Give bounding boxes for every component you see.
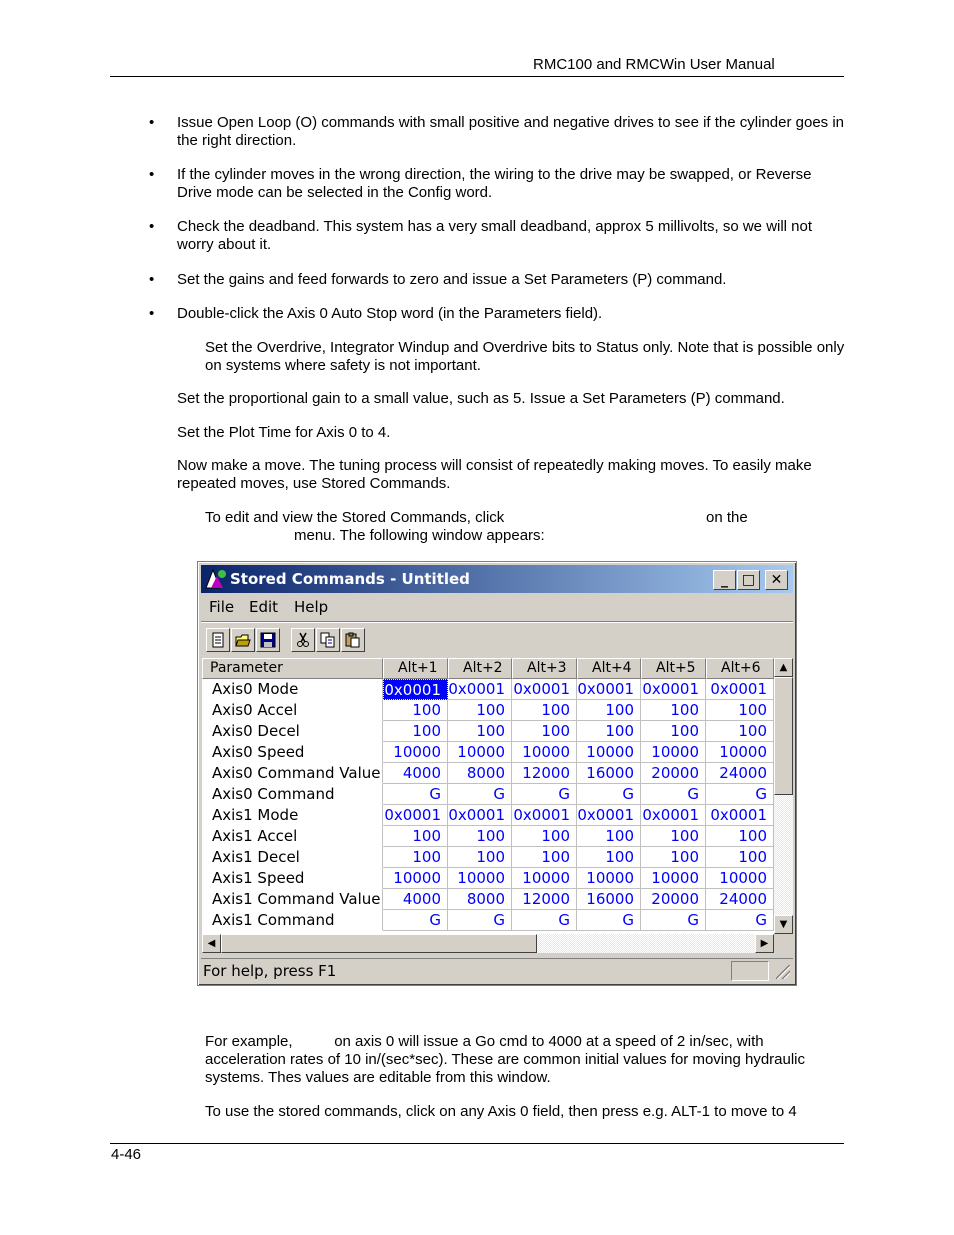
page-number: 4-46 <box>111 1146 142 1163</box>
column-header-parameter[interactable]: Parameter <box>202 658 383 679</box>
grid-cell[interactable]: 0x0001 <box>641 679 706 700</box>
triangle-right-icon: ▶ <box>760 938 769 949</box>
vertical-scroll-thumb[interactable] <box>774 677 793 795</box>
save-disk-icon <box>260 632 276 648</box>
grid-cell[interactable]: 24000 <box>706 889 774 910</box>
grid-cell[interactable]: G <box>577 784 641 805</box>
grid-cell[interactable]: 10000 <box>383 868 448 889</box>
scroll-down-button[interactable] <box>774 915 793 934</box>
bullet-icon: • <box>149 305 155 322</box>
grid-cell[interactable]: 8000 <box>448 763 512 784</box>
grid-cell[interactable]: 10000 <box>577 742 641 763</box>
row-label: Axis0 Command <box>202 784 383 805</box>
bullet-icon: • <box>149 166 155 183</box>
grid-cell[interactable]: 100 <box>641 700 706 721</box>
row-label: Axis1 Accel <box>202 826 383 847</box>
close-icon: ✕ <box>770 572 783 588</box>
maximize-button[interactable] <box>737 570 760 590</box>
grid-cell[interactable]: 100 <box>641 721 706 742</box>
horizontal-scroll-thumb[interactable] <box>221 934 537 953</box>
row-label: Axis0 Command Value <box>202 763 383 784</box>
table-row <box>202 784 774 805</box>
column-header-alt1[interactable]: Alt+1 <box>383 658 448 679</box>
copy-icon <box>320 632 336 648</box>
table-row <box>202 679 774 700</box>
bullet-text: Double-click the Axis 0 Auto Stop word (in the Parameters field). <box>177 305 603 322</box>
grid-cell[interactable]: 100 <box>641 847 706 868</box>
grid-cell[interactable]: 0x0001 <box>577 679 641 700</box>
table-row <box>202 847 774 868</box>
status-bar <box>201 958 793 983</box>
grid-cell[interactable]: 4000 <box>383 889 448 910</box>
bullet-icon: • <box>149 271 155 288</box>
bullet-text: Issue Open Loop (O) commands with small positive and negative drives to see if the cylinder goes in the right direction. <box>177 114 845 149</box>
grid-cell[interactable]: G <box>706 784 774 805</box>
triangle-up-icon: ▲ <box>779 662 788 673</box>
grid-cell[interactable]: 100 <box>448 826 512 847</box>
grid-cell[interactable]: 100 <box>448 721 512 742</box>
paste-button[interactable] <box>341 628 365 652</box>
window-title: Stored Commands - Untitled <box>230 570 470 588</box>
grid-cell[interactable]: 24000 <box>706 763 774 784</box>
grid-cell[interactable]: 10000 <box>512 742 577 763</box>
grid-cell[interactable]: 20000 <box>641 763 706 784</box>
column-header-alt3[interactable]: Alt+3 <box>512 658 577 679</box>
column-header-alt2[interactable]: Alt+2 <box>448 658 512 679</box>
grid-cell[interactable]: 100 <box>577 847 641 868</box>
grid-cell[interactable]: 0x0001 <box>448 679 512 700</box>
resize-grip-icon[interactable] <box>776 965 790 979</box>
app-icon <box>204 568 228 590</box>
scissors-icon <box>295 632 311 648</box>
table-row <box>202 826 774 847</box>
grid-cell[interactable]: G <box>448 910 512 931</box>
column-header-alt4[interactable]: Alt+4 <box>577 658 641 679</box>
table-row <box>202 742 774 763</box>
row-label: Axis0 Speed <box>202 742 383 763</box>
paragraph: Set the Overdrive, Integrator Windup and Overdrive bits to Status only. Note that is possible only on systems where safety is not important. <box>205 339 845 374</box>
copy-button[interactable] <box>316 628 340 652</box>
row-label: Axis1 Speed <box>202 868 383 889</box>
table-row <box>202 700 774 721</box>
grid-cell[interactable]: 100 <box>706 700 774 721</box>
window-titlebar[interactable] <box>201 565 793 593</box>
footer-rule <box>110 1143 844 1144</box>
table-row <box>202 910 774 931</box>
row-label: Axis0 Accel <box>202 700 383 721</box>
row-label: Axis0 Mode <box>202 679 383 700</box>
grid-cell[interactable]: 100 <box>383 721 448 742</box>
grid-cell[interactable]: 100 <box>512 700 577 721</box>
grid-cell[interactable]: G <box>577 910 641 931</box>
menu-help[interactable]: Help <box>294 598 329 616</box>
grid-cell[interactable]: 100 <box>512 721 577 742</box>
toolbar <box>201 621 793 656</box>
manual-title: RMC100 and RMCWin User Manual <box>533 56 775 73</box>
table-row <box>202 805 774 826</box>
grid-cell[interactable]: G <box>512 784 577 805</box>
cut-button[interactable] <box>291 628 315 652</box>
grid-cell[interactable]: 10000 <box>641 868 706 889</box>
table-row <box>202 889 774 910</box>
table-row <box>202 868 774 889</box>
menu-bar <box>201 595 793 619</box>
vertical-scrollbar[interactable] <box>774 658 793 934</box>
grid-cell[interactable]: 8000 <box>448 889 512 910</box>
grid-cell[interactable]: 0x0001 <box>577 805 641 826</box>
stored-commands-grid <box>202 658 774 934</box>
paragraph: To edit and view the Stored Commands, click <box>205 509 505 526</box>
grid-cell[interactable]: G <box>706 910 774 931</box>
grid-cell[interactable]: 0x0001 <box>706 805 774 826</box>
horizontal-scrollbar[interactable] <box>202 934 774 953</box>
column-header-alt6[interactable]: Alt+6 <box>706 658 774 679</box>
bullet-text: Set the gains and feed forwards to zero and issue a Set Parameters (P) command. <box>177 271 727 288</box>
grid-cell[interactable]: 100 <box>706 826 774 847</box>
grid-cell[interactable]: 100 <box>448 847 512 868</box>
paragraph: Now make a move. The tuning process will consist of repeatedly making moves. To easily make repeated moves, use Stored Commands. <box>177 457 812 492</box>
grid-cell[interactable]: 10000 <box>383 742 448 763</box>
grid-cell[interactable]: 10000 <box>706 868 774 889</box>
menu-file[interactable]: File <box>209 598 235 616</box>
paragraph: For example, on axis 0 will issue a Go cmd to 4000 at a speed of 2 in/sec, with acceleration rates of 10 in/(sec*sec). These are common initial values for moving hydraulic systems. Thes values are editable from this window. <box>205 1033 810 1086</box>
grid-cell[interactable]: 100 <box>641 826 706 847</box>
grid-cell[interactable]: 0x0001 <box>641 805 706 826</box>
grid-cell[interactable]: G <box>641 784 706 805</box>
maximize-icon: □ <box>741 572 756 588</box>
row-label: Axis1 Decel <box>202 847 383 868</box>
grid-cell[interactable]: G <box>641 910 706 931</box>
header-rule <box>110 76 844 77</box>
triangle-down-icon: ▼ <box>779 919 788 930</box>
new-file-icon <box>210 632 226 648</box>
close-button[interactable] <box>765 570 788 590</box>
bullet-icon: • <box>149 218 155 235</box>
grid-cell[interactable]: 0x0001 <box>448 805 512 826</box>
grid-cell[interactable]: 10000 <box>641 742 706 763</box>
grid-cell[interactable]: 0x0001 <box>706 679 774 700</box>
grid-cell[interactable]: 10000 <box>448 742 512 763</box>
paragraph: To use the stored commands, click on any Axis 0 field, then press e.g. ALT-1 to move to 4 <box>205 1103 797 1120</box>
status-panel <box>731 961 769 981</box>
grid-cell[interactable]: 100 <box>706 721 774 742</box>
grid-cell[interactable]: 100 <box>383 826 448 847</box>
row-label: Axis1 Command <box>202 910 383 931</box>
status-text: For help, press F1 <box>203 962 337 980</box>
grid-cell[interactable]: 12000 <box>512 763 577 784</box>
grid-cell[interactable]: 100 <box>577 826 641 847</box>
paste-clipboard-icon <box>345 632 361 648</box>
grid-cell[interactable]: 10000 <box>512 868 577 889</box>
grid-cell[interactable]: 10000 <box>448 868 512 889</box>
minimize-icon: _ <box>721 572 728 588</box>
grid-cell[interactable]: 100 <box>706 847 774 868</box>
grid-cell[interactable]: G <box>383 784 448 805</box>
menu-edit[interactable]: Edit <box>249 598 279 616</box>
grid-cell[interactable]: 16000 <box>577 763 641 784</box>
paragraph: Set the Plot Time for Axis 0 to 4. <box>177 424 391 441</box>
row-label: Axis0 Decel <box>202 721 383 742</box>
paragraph: Set the proportional gain to a small value, such as 5. Issue a Set Parameters (P) command. <box>177 390 785 407</box>
open-folder-icon <box>235 632 251 648</box>
grid-cell[interactable]: 12000 <box>512 889 577 910</box>
grid-cell[interactable]: 4000 <box>383 763 448 784</box>
grid-cell[interactable]: 0x0001 <box>512 805 577 826</box>
open-button[interactable] <box>231 628 255 652</box>
grid-cell[interactable]: 20000 <box>641 889 706 910</box>
scroll-right-button[interactable] <box>755 934 774 953</box>
grid-cell[interactable]: 100 <box>383 700 448 721</box>
column-header-alt5[interactable]: Alt+5 <box>641 658 706 679</box>
grid-cell[interactable]: 100 <box>512 826 577 847</box>
grid-cell[interactable]: G <box>383 910 448 931</box>
grid-cell[interactable]: G <box>512 910 577 931</box>
scroll-left-button[interactable] <box>202 934 221 953</box>
stored-commands-window <box>197 561 797 986</box>
grid-cell[interactable]: 0x0001 <box>383 679 448 700</box>
grid-cell[interactable]: 100 <box>383 847 448 868</box>
bullet-icon: • <box>149 114 155 131</box>
scroll-up-button[interactable] <box>774 658 793 677</box>
grid-cell[interactable]: 0x0001 <box>512 679 577 700</box>
grid-cell[interactable]: 100 <box>448 700 512 721</box>
grid-cell[interactable]: 0x0001 <box>383 805 448 826</box>
table-row <box>202 763 774 784</box>
grid-cell[interactable]: 100 <box>577 721 641 742</box>
minimize-button[interactable] <box>713 570 736 590</box>
paragraph: on the <box>706 509 748 526</box>
grid-cell[interactable]: 100 <box>512 847 577 868</box>
grid-cell[interactable]: 100 <box>577 700 641 721</box>
bullet-text: Check the deadband. This system has a very small deadband, approx 5 millivolts, so we will not worry about it. <box>177 218 813 253</box>
triangle-left-icon: ◀ <box>207 938 216 949</box>
table-row <box>202 721 774 742</box>
grid-cell[interactable]: 10000 <box>706 742 774 763</box>
grid-cell[interactable]: 16000 <box>577 889 641 910</box>
new-button[interactable] <box>206 628 230 652</box>
grid-cell[interactable]: 10000 <box>577 868 641 889</box>
row-label: Axis1 Mode <box>202 805 383 826</box>
grid-cell[interactable]: G <box>448 784 512 805</box>
row-label: Axis1 Command Value <box>202 889 383 910</box>
bullet-text: If the cylinder moves in the wrong direction, the wiring to the drive may be swapped, or Reverse Drive mode can be selected in the Config word. <box>177 166 812 201</box>
save-button[interactable] <box>256 628 280 652</box>
paragraph: menu. The following window appears: <box>294 527 545 544</box>
